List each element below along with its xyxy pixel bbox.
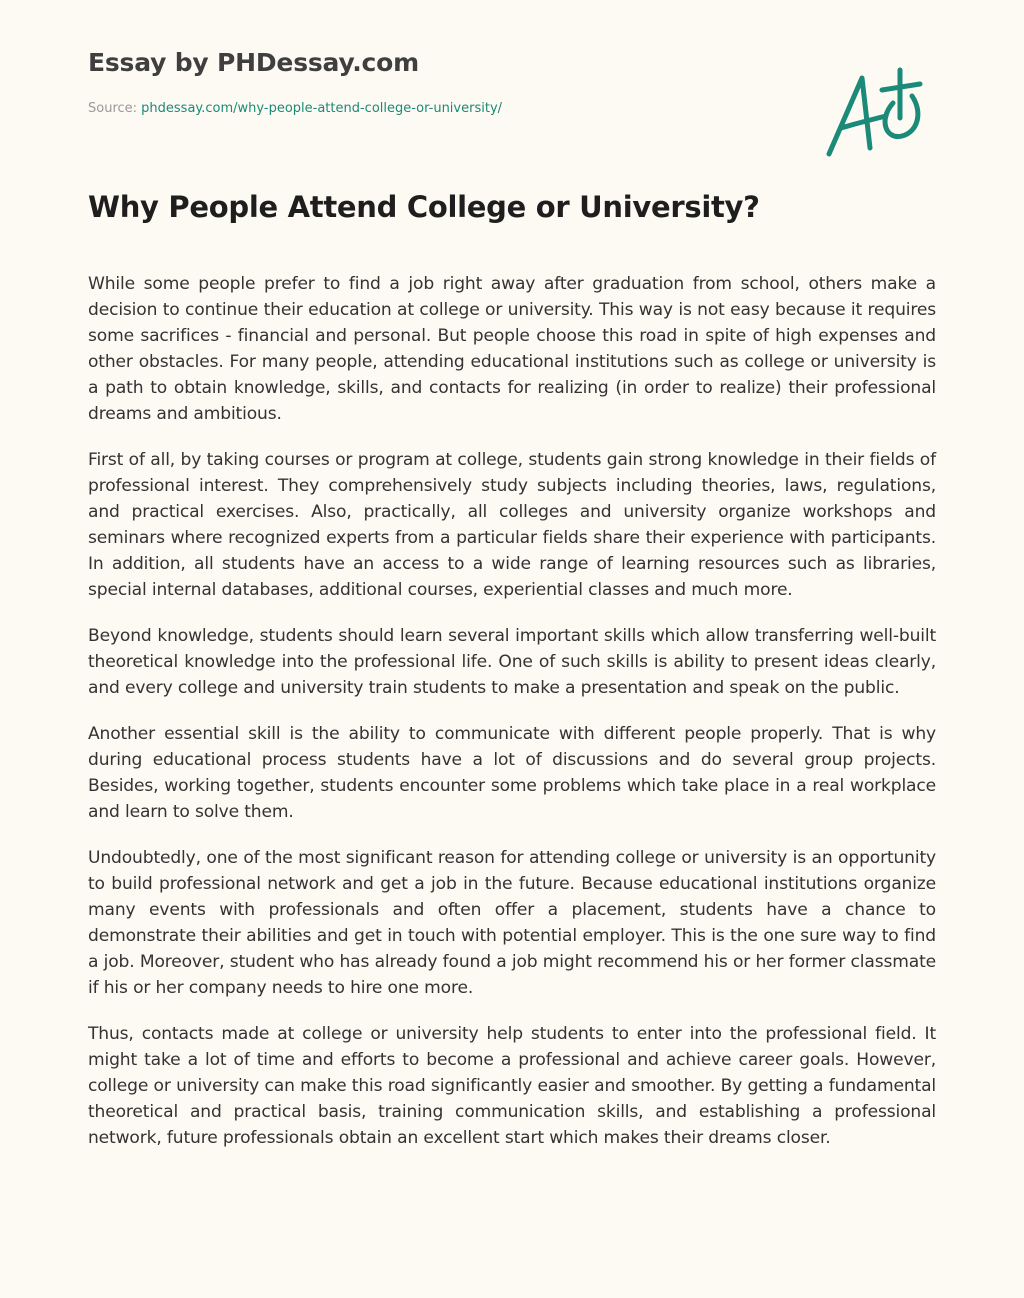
essay-paragraph: Beyond knowledge, students should learn several important skills which allow transferring well-built theoretical knowledge into the professional life. One of such skills is ability to present ideas clearly, and every college and university train students to make a presentation and speak on the public. (88, 626, 936, 698)
essay-body (88, 271, 936, 1171)
essay-paragraph: Another essential skill is the ability to communicate with different people properly. That is why during educational process students have a lot of discussions and do several group projects. Besides, working together, students encounter some problems which take place in a real workplace and learn to solve them. (88, 724, 936, 822)
source-link[interactable]: phdessay.com/why-people-attend-college-or-university/ (141, 101, 503, 116)
essay-paragraph: First of all, by taking courses or program at college, students gain strong knowledge in their fields of professional interest. They comprehensively study subjects including theories, laws, regulations, and practical exercises. Also, practically, all colleges and university organize workshops and seminars where recognized experts from a particular fields share their experience with participants. In addition, all students have an access to a wide range of learning resources such as libraries, special internal databases, additional courses, experiential classes and much more. (88, 450, 936, 600)
essay-paragraph: Thus, contacts made at college or university help students to enter into the professional field. It might take a lot of time and efforts to become a professional and achieve career goals. However, college or university can make this road significantly easier and smoother. By getting a fundamental theoretical and practical basis, training communication skills, and establishing a professional network, future professionals obtain an excellent start which makes their dreams closer. (88, 1024, 936, 1148)
essay-paragraph: While some people prefer to find a job right away after graduation from school, others make a decision to continue their education at college or university. This way is not easy because it requires some sacrifices - financial and personal. But people choose this road in spite of high expenses and other obstacles. For many people, attending educational institutions such as college or university is a path to obtain knowledge, skills, and contacts for realizing (in order to realize) their professional dreams and ambitious. (88, 274, 936, 424)
essay-paragraph: Undoubtedly, one of the most significant reason for attending college or university is an opportunity to build professional network and get a job in the future. Because educational institutions organize many events with professionals and often offer a placement, students have a chance to demonstrate their abilities and get in touch with potential employer. This is the one sure way to find a job. Moreover, student who has already found a job might recommend his or her former classmate if his or her company needs to hire one more. (88, 848, 936, 998)
site-brand: Essay by PHDessay.com (88, 48, 419, 77)
a-plus-grade-icon (820, 62, 932, 166)
source-line (88, 101, 502, 116)
source-label: Source: (88, 101, 142, 116)
essay-title: Why People Attend College or University? (88, 190, 760, 224)
